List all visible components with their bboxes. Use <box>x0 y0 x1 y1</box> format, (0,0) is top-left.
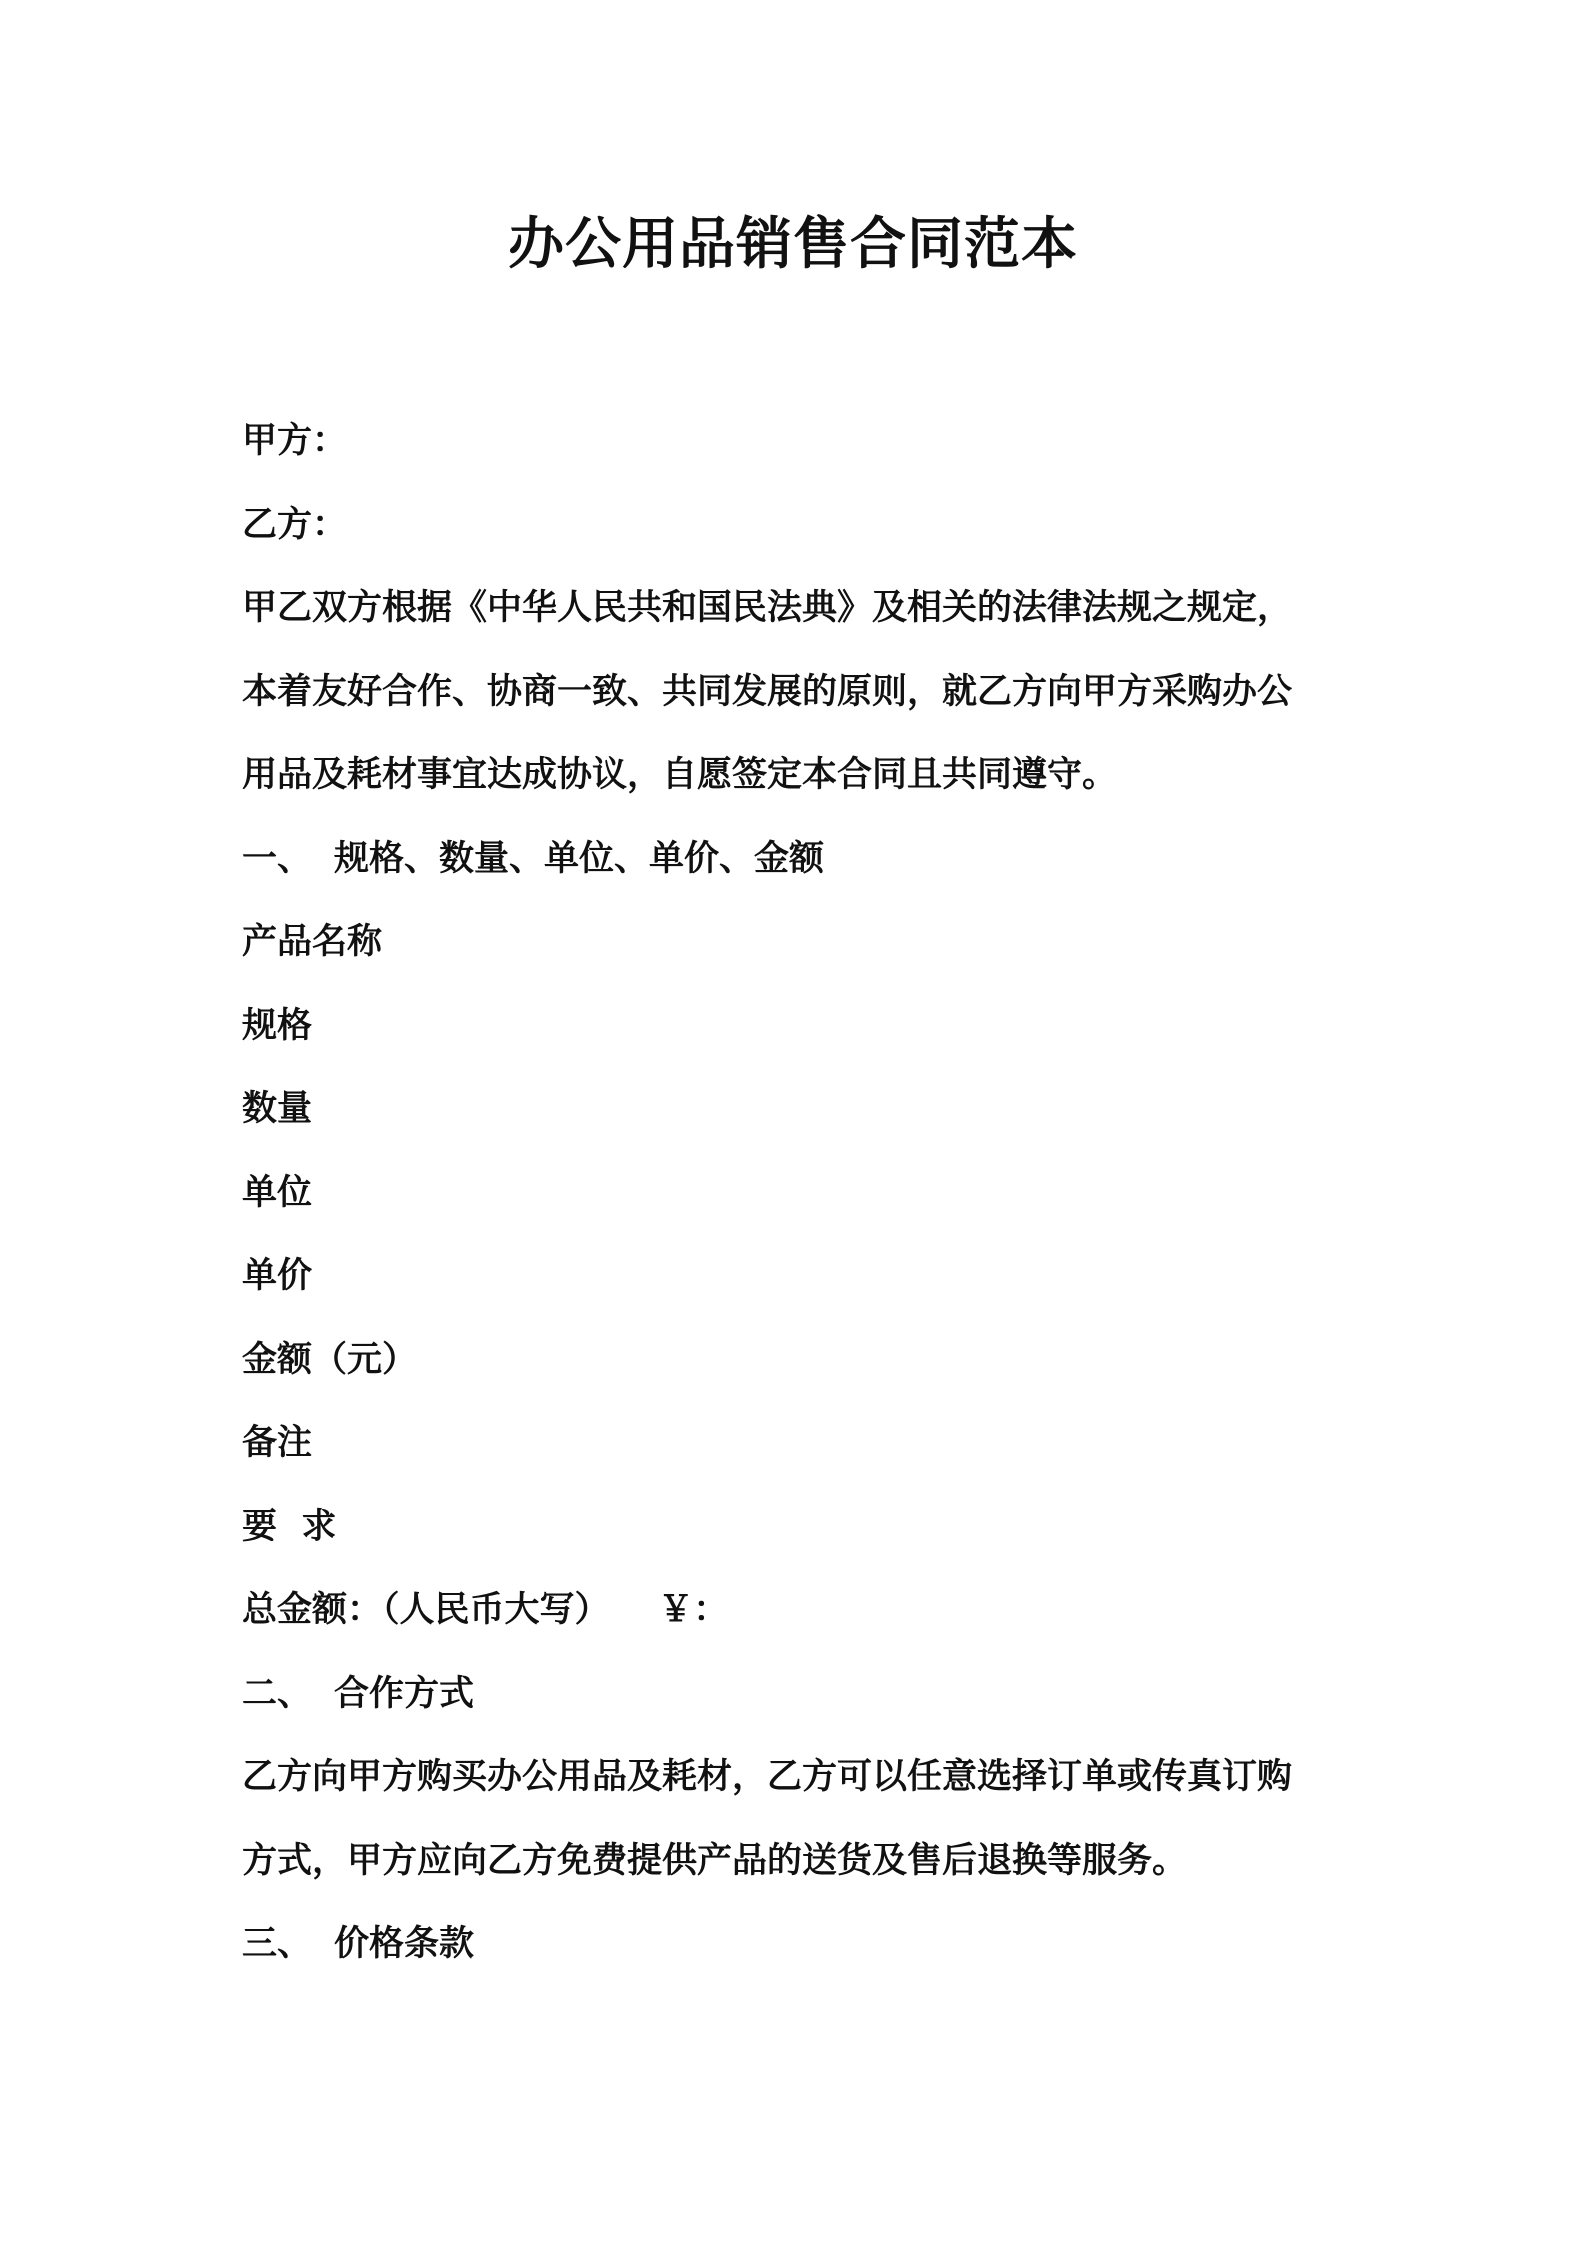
section-1-heading <box>242 818 1352 902</box>
section-2-line-1: 乙方向甲方购买办公用品及耗材，乙方可以任意选择订单或传真订购 <box>242 1757 1293 1797</box>
field-amount: 金额（元） <box>242 1339 418 1380</box>
field-requirements: 要 求 <box>242 1506 337 1547</box>
intro-line-2: 本着友好合作、协商一致、共同发展的原则，就乙方向甲方采购办公 <box>242 671 1293 712</box>
section-2-heading <box>242 1653 1352 1737</box>
document-title: 办公用品销售合同范本 <box>508 212 1078 277</box>
field-remarks: 备注 <box>242 1423 313 1463</box>
section-3-heading <box>242 1903 1352 1987</box>
field-quantity: 数量 <box>242 1089 313 1129</box>
section-2-number: 二、 <box>242 1673 313 1714</box>
section-3-title: 价格条款 <box>334 1924 475 1964</box>
field-unit-price: 单价 <box>242 1256 313 1296</box>
field-unit: 单位 <box>242 1172 313 1213</box>
intro-line-3: 用品及耗材事宜达成协议，自愿签定本合同且共同遵守。 <box>242 755 1118 795</box>
section-3-number: 三、 <box>242 1924 313 1964</box>
field-product-name: 产品名称 <box>242 922 383 962</box>
section-1-title: 规格、数量、单位、单价、金额 <box>334 838 825 879</box>
party-b-line: 乙方： <box>242 504 348 545</box>
field-spec: 规格 <box>242 1005 313 1046</box>
total-amount-line: 总金额：（人民币大写） ￥： <box>242 1590 729 1630</box>
section-1-number: 一、 <box>242 838 313 879</box>
section-2-title: 合作方式 <box>334 1673 475 1714</box>
intro-line-1: 甲乙双方根据《中华人民共和国民法典》及相关的法律法规之规定， <box>242 588 1293 628</box>
section-2-line-2: 方式，甲方应向乙方免费提供产品的送货及售后退换等服务。 <box>242 1840 1188 1881</box>
party-a-line: 甲方： <box>242 421 348 461</box>
document-body <box>242 400 1352 1987</box>
